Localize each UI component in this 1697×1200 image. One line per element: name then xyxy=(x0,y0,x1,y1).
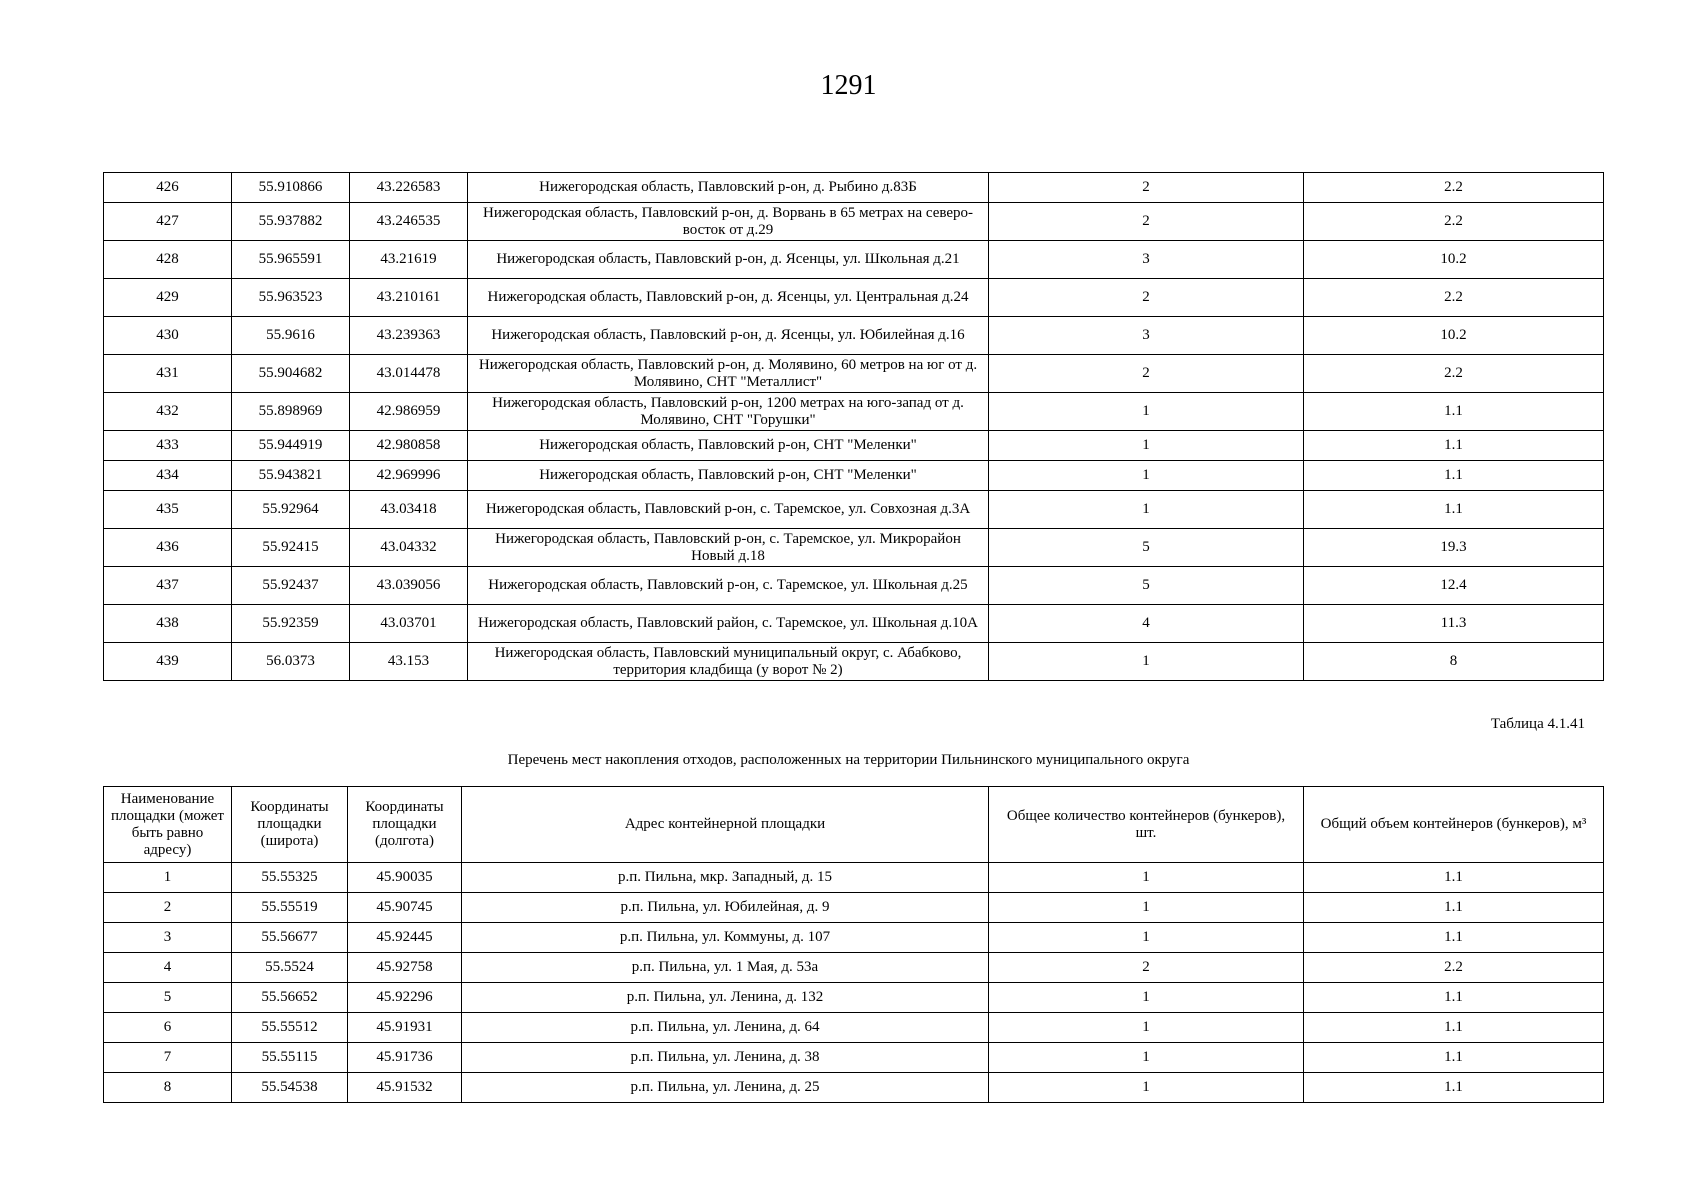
container-volume-cell: 1.1 xyxy=(1304,1013,1604,1043)
container-count-cell: 1 xyxy=(989,983,1304,1013)
table-row xyxy=(104,953,1604,983)
container-count-cell: 2 xyxy=(989,953,1304,983)
header-latitude: Координаты площадки (широта) xyxy=(232,787,348,863)
container-volume-cell: 19.3 xyxy=(1304,529,1604,567)
container-count-cell: 3 xyxy=(989,241,1304,279)
container-count-cell: 1 xyxy=(989,491,1304,529)
table-row xyxy=(104,643,1604,681)
longitude-cell: 45.92758 xyxy=(348,953,462,983)
latitude-cell: 55.5524 xyxy=(232,953,348,983)
site-id-cell: 431 xyxy=(104,355,232,393)
latitude-cell: 55.54538 xyxy=(232,1073,348,1103)
latitude-cell: 55.92964 xyxy=(232,491,350,529)
latitude-cell: 55.92415 xyxy=(232,529,350,567)
address-cell: Нижегородская область, Павловский р-он, д. Рыбино д.83Б xyxy=(468,173,989,203)
table-row xyxy=(104,203,1604,241)
latitude-cell: 55.55512 xyxy=(232,1013,348,1043)
site-id-cell: 439 xyxy=(104,643,232,681)
table-row xyxy=(104,983,1604,1013)
longitude-cell: 45.90035 xyxy=(348,863,462,893)
site-id-cell: 434 xyxy=(104,461,232,491)
address-cell: Нижегородская область, Павловский р-он, д. Ясенцы, ул. Школьная д.21 xyxy=(468,241,989,279)
table-row xyxy=(104,431,1604,461)
latitude-cell: 55.92359 xyxy=(232,605,350,643)
container-count-cell: 3 xyxy=(989,317,1304,355)
container-count-cell: 2 xyxy=(989,203,1304,241)
container-volume-cell: 1.1 xyxy=(1304,393,1604,431)
table-row xyxy=(104,1043,1604,1073)
table-row xyxy=(104,1073,1604,1103)
latitude-cell: 55.55115 xyxy=(232,1043,348,1073)
container-count-cell: 1 xyxy=(989,431,1304,461)
latitude-cell: 56.0373 xyxy=(232,643,350,681)
address-cell: р.п. Пильна, ул. Ленина, д. 132 xyxy=(462,983,989,1013)
table-row xyxy=(104,279,1604,317)
longitude-cell: 43.03701 xyxy=(350,605,468,643)
longitude-cell: 42.980858 xyxy=(350,431,468,461)
pilna-waste-sites-table xyxy=(103,786,1604,1103)
longitude-cell: 45.92445 xyxy=(348,923,462,953)
table-title: Перечень мест накопления отходов, расположенных на территории Пильнинского муниципального округа xyxy=(507,752,1190,768)
latitude-cell: 55.55519 xyxy=(232,893,348,923)
longitude-cell: 42.986959 xyxy=(350,393,468,431)
container-volume-cell: 1.1 xyxy=(1304,1073,1604,1103)
address-cell: Нижегородская область, Павловский р-он, СНТ "Меленки" xyxy=(468,461,989,491)
table-row xyxy=(104,461,1604,491)
container-volume-cell: 11.3 xyxy=(1304,605,1604,643)
longitude-cell: 43.04332 xyxy=(350,529,468,567)
header-container-volume: Общий объем контейнеров (бункеров), м³ xyxy=(1304,787,1604,863)
longitude-cell: 43.039056 xyxy=(350,567,468,605)
container-count-cell: 1 xyxy=(989,1043,1304,1073)
longitude-cell: 42.969996 xyxy=(350,461,468,491)
address-cell: р.п. Пильна, ул. Ленина, д. 64 xyxy=(462,1013,989,1043)
container-volume-cell: 2.2 xyxy=(1304,203,1604,241)
site-id-cell: 4 xyxy=(104,953,232,983)
site-id-cell: 435 xyxy=(104,491,232,529)
container-count-cell: 1 xyxy=(989,863,1304,893)
longitude-cell: 43.246535 xyxy=(350,203,468,241)
site-id-cell: 3 xyxy=(104,923,232,953)
table-row xyxy=(104,241,1604,279)
address-cell: Нижегородская область, Павловский р-он, д. Ворвань в 65 метрах на северо-восток от д.29 xyxy=(468,203,989,241)
latitude-cell: 55.963523 xyxy=(232,279,350,317)
longitude-cell: 43.03418 xyxy=(350,491,468,529)
site-id-cell: 436 xyxy=(104,529,232,567)
site-id-cell: 426 xyxy=(104,173,232,203)
latitude-cell: 55.965591 xyxy=(232,241,350,279)
site-id-cell: 437 xyxy=(104,567,232,605)
longitude-cell: 45.91931 xyxy=(348,1013,462,1043)
table-row xyxy=(104,567,1604,605)
longitude-cell: 45.91532 xyxy=(348,1073,462,1103)
container-count-cell: 1 xyxy=(989,923,1304,953)
container-volume-cell: 8 xyxy=(1304,643,1604,681)
container-volume-cell: 1.1 xyxy=(1304,461,1604,491)
container-count-cell: 5 xyxy=(989,529,1304,567)
address-cell: р.п. Пильна, ул. Ленина, д. 38 xyxy=(462,1043,989,1073)
container-count-cell: 1 xyxy=(989,1073,1304,1103)
latitude-cell: 55.56652 xyxy=(232,983,348,1013)
longitude-cell: 43.239363 xyxy=(350,317,468,355)
address-cell: р.п. Пильна, ул. Ленина, д. 25 xyxy=(462,1073,989,1103)
table-body xyxy=(104,173,1604,681)
table-row xyxy=(104,893,1604,923)
container-volume-cell: 2.2 xyxy=(1304,355,1604,393)
longitude-cell: 43.014478 xyxy=(350,355,468,393)
table-row xyxy=(104,923,1604,953)
table-row xyxy=(104,605,1604,643)
container-volume-cell: 1.1 xyxy=(1304,491,1604,529)
site-id-cell: 429 xyxy=(104,279,232,317)
container-count-cell: 4 xyxy=(989,605,1304,643)
latitude-cell: 55.9616 xyxy=(232,317,350,355)
longitude-cell: 45.90745 xyxy=(348,893,462,923)
latitude-cell: 55.943821 xyxy=(232,461,350,491)
site-id-cell: 428 xyxy=(104,241,232,279)
site-id-cell: 433 xyxy=(104,431,232,461)
container-volume-cell: 1.1 xyxy=(1304,863,1604,893)
header-longitude: Координаты площадки (долгота) xyxy=(348,787,462,863)
address-cell: Нижегородская область, Павловский р-он, с. Таремское, ул. Совхозная д.3А xyxy=(468,491,989,529)
longitude-cell: 45.92296 xyxy=(348,983,462,1013)
table-row xyxy=(104,317,1604,355)
waste-sites-table-continued xyxy=(103,172,1604,681)
header-address: Адрес контейнерной площадки xyxy=(462,787,989,863)
container-count-cell: 1 xyxy=(989,893,1304,923)
container-count-cell: 5 xyxy=(989,567,1304,605)
latitude-cell: 55.937882 xyxy=(232,203,350,241)
address-cell: р.п. Пильна, ул. Юбилейная, д. 9 xyxy=(462,893,989,923)
container-volume-cell: 1.1 xyxy=(1304,923,1604,953)
address-cell: р.п. Пильна, ул. Коммуны, д. 107 xyxy=(462,923,989,953)
container-volume-cell: 1.1 xyxy=(1304,431,1604,461)
container-count-cell: 2 xyxy=(989,279,1304,317)
container-volume-cell: 2.2 xyxy=(1304,173,1604,203)
container-count-cell: 1 xyxy=(989,643,1304,681)
address-cell: Нижегородская область, Павловский р-он, 1200 метрах на юго-запад от д. Молявино, СНТ "Горушки" xyxy=(468,393,989,431)
table-row xyxy=(104,1013,1604,1043)
container-volume-cell: 10.2 xyxy=(1304,241,1604,279)
container-volume-cell: 2.2 xyxy=(1304,953,1604,983)
table-row xyxy=(104,863,1604,893)
address-cell: Нижегородская область, Павловский район, с. Таремское, ул. Школьная д.10А xyxy=(468,605,989,643)
table-body xyxy=(104,863,1604,1103)
address-cell: р.п. Пильна, ул. 1 Мая, д. 53а xyxy=(462,953,989,983)
latitude-cell: 55.910866 xyxy=(232,173,350,203)
longitude-cell: 43.21619 xyxy=(350,241,468,279)
site-id-cell: 8 xyxy=(104,1073,232,1103)
container-count-cell: 1 xyxy=(989,461,1304,491)
container-count-cell: 1 xyxy=(989,393,1304,431)
address-cell: Нижегородская область, Павловский р-он, с. Таремское, ул. Школьная д.25 xyxy=(468,567,989,605)
container-volume-cell: 2.2 xyxy=(1304,279,1604,317)
latitude-cell: 55.944919 xyxy=(232,431,350,461)
container-volume-cell: 1.1 xyxy=(1304,893,1604,923)
table-row xyxy=(104,393,1604,431)
longitude-cell: 43.210161 xyxy=(350,279,468,317)
site-id-cell: 7 xyxy=(104,1043,232,1073)
site-id-cell: 438 xyxy=(104,605,232,643)
container-volume-cell: 10.2 xyxy=(1304,317,1604,355)
longitude-cell: 45.91736 xyxy=(348,1043,462,1073)
latitude-cell: 55.898969 xyxy=(232,393,350,431)
longitude-cell: 43.226583 xyxy=(350,173,468,203)
container-count-cell: 2 xyxy=(989,355,1304,393)
address-cell: Нижегородская область, Павловский р-он, д. Молявино, 60 метров на юг от д. Молявино, СНТ "Металлист" xyxy=(468,355,989,393)
container-count-cell: 2 xyxy=(989,173,1304,203)
table-row xyxy=(104,491,1604,529)
site-id-cell: 5 xyxy=(104,983,232,1013)
address-cell: р.п. Пильна, мкр. Западный, д. 15 xyxy=(462,863,989,893)
site-id-cell: 1 xyxy=(104,863,232,893)
address-cell: Нижегородская область, Павловский р-он, с. Таремское, ул. Микрорайон Новый д.18 xyxy=(468,529,989,567)
table-row xyxy=(104,529,1604,567)
latitude-cell: 55.904682 xyxy=(232,355,350,393)
address-cell: Нижегородская область, Павловский р-он, д. Ясенцы, ул. Юбилейная д.16 xyxy=(468,317,989,355)
table-row xyxy=(104,173,1604,203)
container-count-cell: 1 xyxy=(989,1013,1304,1043)
page-number: 1291 xyxy=(820,70,877,101)
header-container-count: Общее количество контейнеров (бункеров), шт. xyxy=(989,787,1304,863)
site-id-cell: 430 xyxy=(104,317,232,355)
table-header-row xyxy=(104,787,1604,863)
container-volume-cell: 12.4 xyxy=(1304,567,1604,605)
address-cell: Нижегородская область, Павловский р-он, д. Ясенцы, ул. Центральная д.24 xyxy=(468,279,989,317)
latitude-cell: 55.92437 xyxy=(232,567,350,605)
address-cell: Нижегородская область, Павловский муниципальный округ, с. Абабково, территория кладбища (у ворот № 2) xyxy=(468,643,989,681)
table-row xyxy=(104,355,1604,393)
site-id-cell: 6 xyxy=(104,1013,232,1043)
address-cell: Нижегородская область, Павловский р-он, СНТ "Меленки" xyxy=(468,431,989,461)
site-id-cell: 427 xyxy=(104,203,232,241)
latitude-cell: 55.56677 xyxy=(232,923,348,953)
longitude-cell: 43.153 xyxy=(350,643,468,681)
site-id-cell: 432 xyxy=(104,393,232,431)
container-volume-cell: 1.1 xyxy=(1304,1043,1604,1073)
header-site-name: Наименование площадки (может быть равно адресу) xyxy=(104,787,232,863)
container-volume-cell: 1.1 xyxy=(1304,983,1604,1013)
latitude-cell: 55.55325 xyxy=(232,863,348,893)
table-number-label: Таблица 4.1.41 xyxy=(1490,716,1585,732)
site-id-cell: 2 xyxy=(104,893,232,923)
